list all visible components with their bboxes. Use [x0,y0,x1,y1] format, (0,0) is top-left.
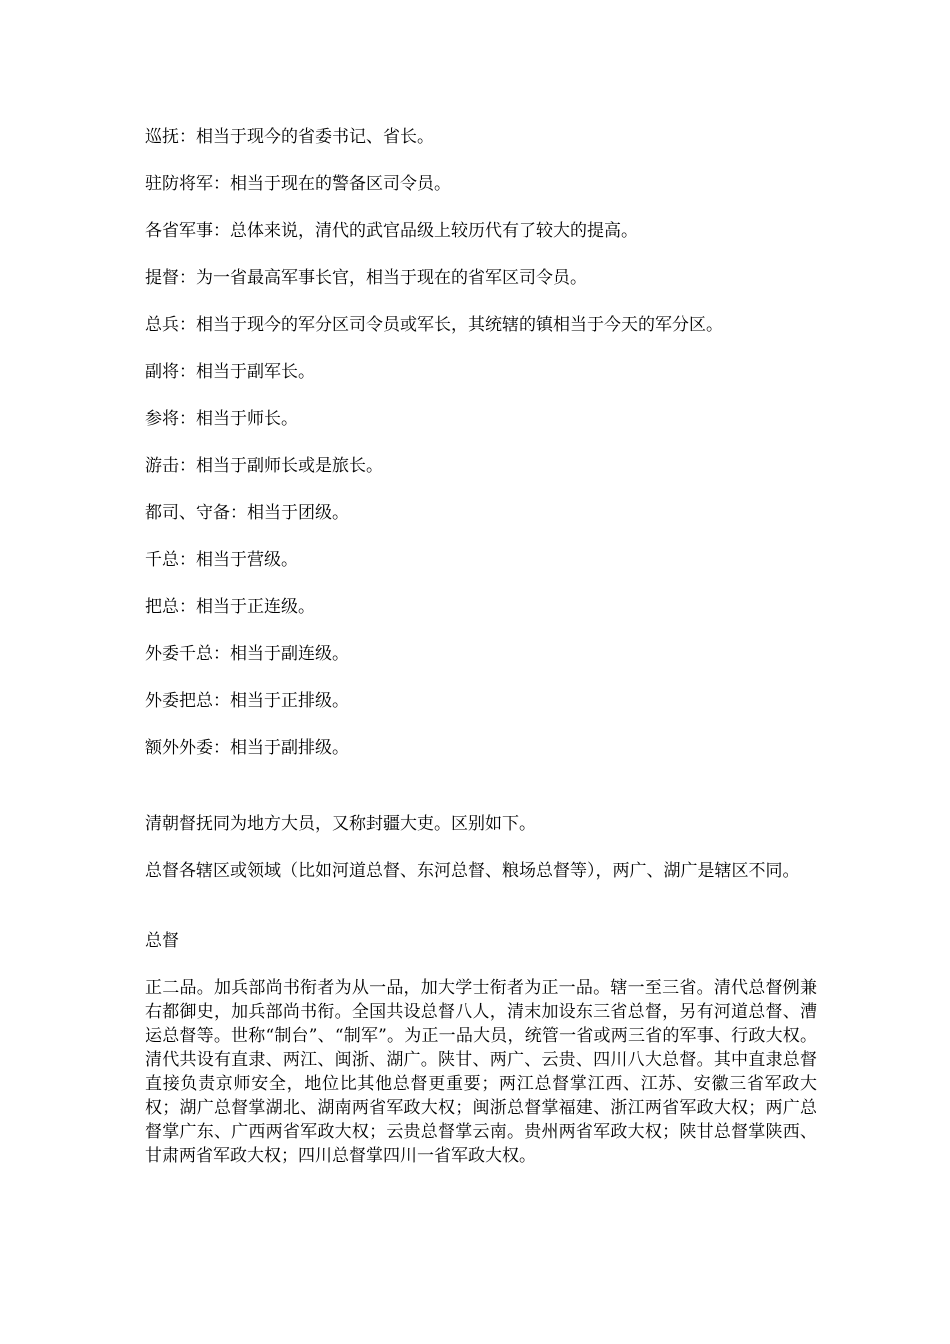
rank-line-dusi-shoubei: 都司、守备：相当于团级。 [145,503,349,523]
section-heading: 总督 [145,931,179,951]
rank-line-xunfu: 巡抚：相当于现今的省委书记、省长。 [145,127,434,147]
rank-line-fujiang: 副将：相当于副军长。 [145,362,315,382]
rank-line-youji: 游击：相当于副师长或是旅长。 [145,456,383,476]
rank-line-zongbing: 总兵：相当于现今的军分区司令员或军长，其统辖的镇相当于今天的军分区。 [145,315,723,335]
rank-line-canjiang: 参将：相当于师长。 [145,409,298,429]
rank-line-qianzong: 千总：相当于营级。 [145,550,298,570]
section-intro: 清朝督抚同为地方大员，又称封疆大吏。区别如下。 [145,814,536,834]
rank-line-waiwei-bazong: 外委把总：相当于正排级。 [145,691,349,711]
rank-line-tidu: 提督：为一省最高军事长官，相当于现在的省军区司令员。 [145,268,587,288]
rank-line-waiwei-qianzong: 外委千总：相当于副连级。 [145,644,349,664]
rank-line-bazong: 把总：相当于正连级。 [145,597,315,617]
rank-line-zhufang-jiangjun: 驻防将军：相当于现在的警备区司令员。 [145,174,451,194]
section-difference-paragraph: 总督各辖区或领域（比如河道总督、东河总督、粮场总督等），两广、湖广是辖区不同。 [145,861,800,881]
rank-line-ewai-waiwei: 额外外委：相当于副排级。 [145,738,349,758]
rank-line-gesheng-junshi: 各省军事：总体来说，清代的武官品级上较历代有了较大的提高。 [145,221,638,241]
section-body-paragraph: 正二品。加兵部尚书衔者为从一品，加大学士衔者为正一品。辖一至三省。清代总督例兼右都御史，加兵部尚书衔。全国共设总督八人，清末加设东三省总督，另有河道总督、漕运总督等。世称“制台”、“制军”。为正一品大员，统管一省或两三省的军事、行政大权。清代共设有直隶、两江、闽浙、湖广。陕甘、两广、云贵、四川八大总督。其中直隶总督直接负责京师安全，地位比其他总督更重要；两江总督掌江西、江苏、安徽三省军政大权；湖广总督掌湖北、湖南两省军政大权；闽浙总督掌福建、浙江两省军政大权；两广总督掌广东、广西两省军政大权；云贵总督掌云南。贵州两省军政大权；陕甘总督掌陕西、甘肃两省军政大权；四川总督掌四川一省军政大权。 [145,978,817,1166]
